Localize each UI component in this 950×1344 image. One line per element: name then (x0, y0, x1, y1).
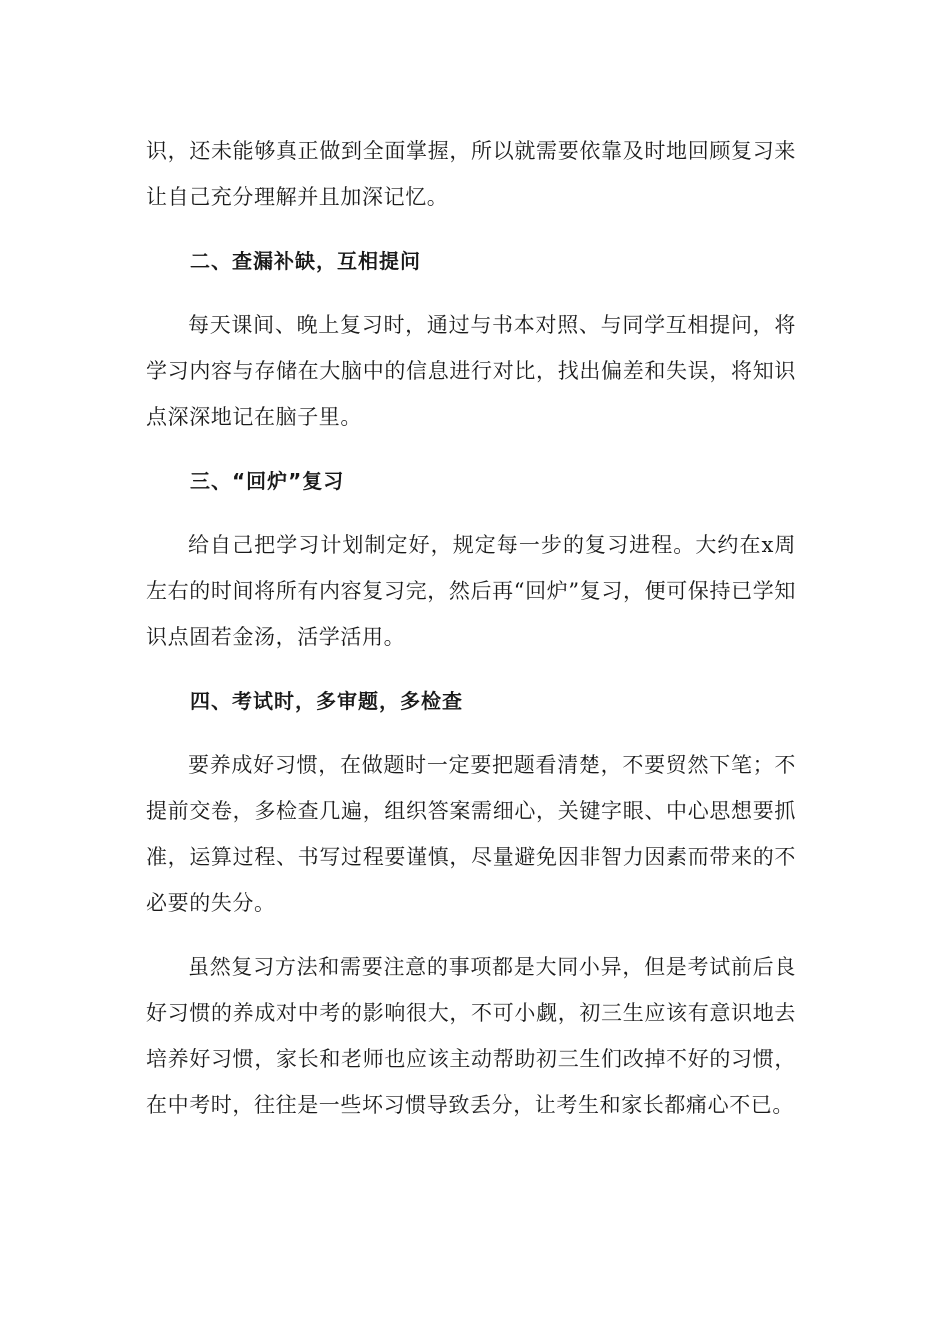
spacer (146, 504, 796, 522)
section-body-2: 每天课间、晚上复习时，通过与书本对照、与同学互相提问，将学习内容与存储在大脑中的信息进行对比，找出偏差和失误，将知识点深深地记在脑子里。 (146, 313, 796, 429)
spacer (146, 284, 796, 302)
intro-paragraph: 识，还未能够真正做到全面掌握，所以就需要依靠及时地回顾复习来让自己充分理解并且加深记忆。 (146, 139, 796, 209)
spacer (146, 220, 796, 238)
section-heading-3: 三、“回炉”复习 (190, 469, 345, 493)
section-heading-2: 二、查漏补缺，互相提问 (190, 249, 421, 273)
document-body (146, 128, 796, 1128)
closing-paragraph: 虽然复习方法和需要注意的事项都是大同小异，但是考试前后良好习惯的养成对中考的影响很大，不可小觑，初三生应该有意识地去培养好习惯，家长和老师也应该主动帮助初三生们改掉不好的习惯，在中考时，往往是一些坏习惯导致丢分，让考生和家长都痛心不已。 (146, 955, 796, 1117)
spacer (146, 660, 796, 678)
spacer (146, 724, 796, 742)
section-body-4: 要养成好习惯，在做题时一定要把题看清楚，不要贸然下笔；不提前交卷，多检查几遍，组织答案需细心，关键字眼、中心思想要抓准，运算过程、书写过程要谨慎，尽量避免因非智力因素而带来的不必要的失分。 (146, 753, 796, 915)
spacer (146, 926, 796, 944)
section-body-3: 给自己把学习计划制定好，规定每一步的复习进程。大约在x周左右的时间将所有内容复习完，然后再“回炉”复习，便可保持已学知识点固若金汤，活学活用。 (146, 533, 796, 649)
section-heading-4: 四、考试时，多审题，多检查 (190, 689, 463, 713)
spacer (146, 440, 796, 458)
